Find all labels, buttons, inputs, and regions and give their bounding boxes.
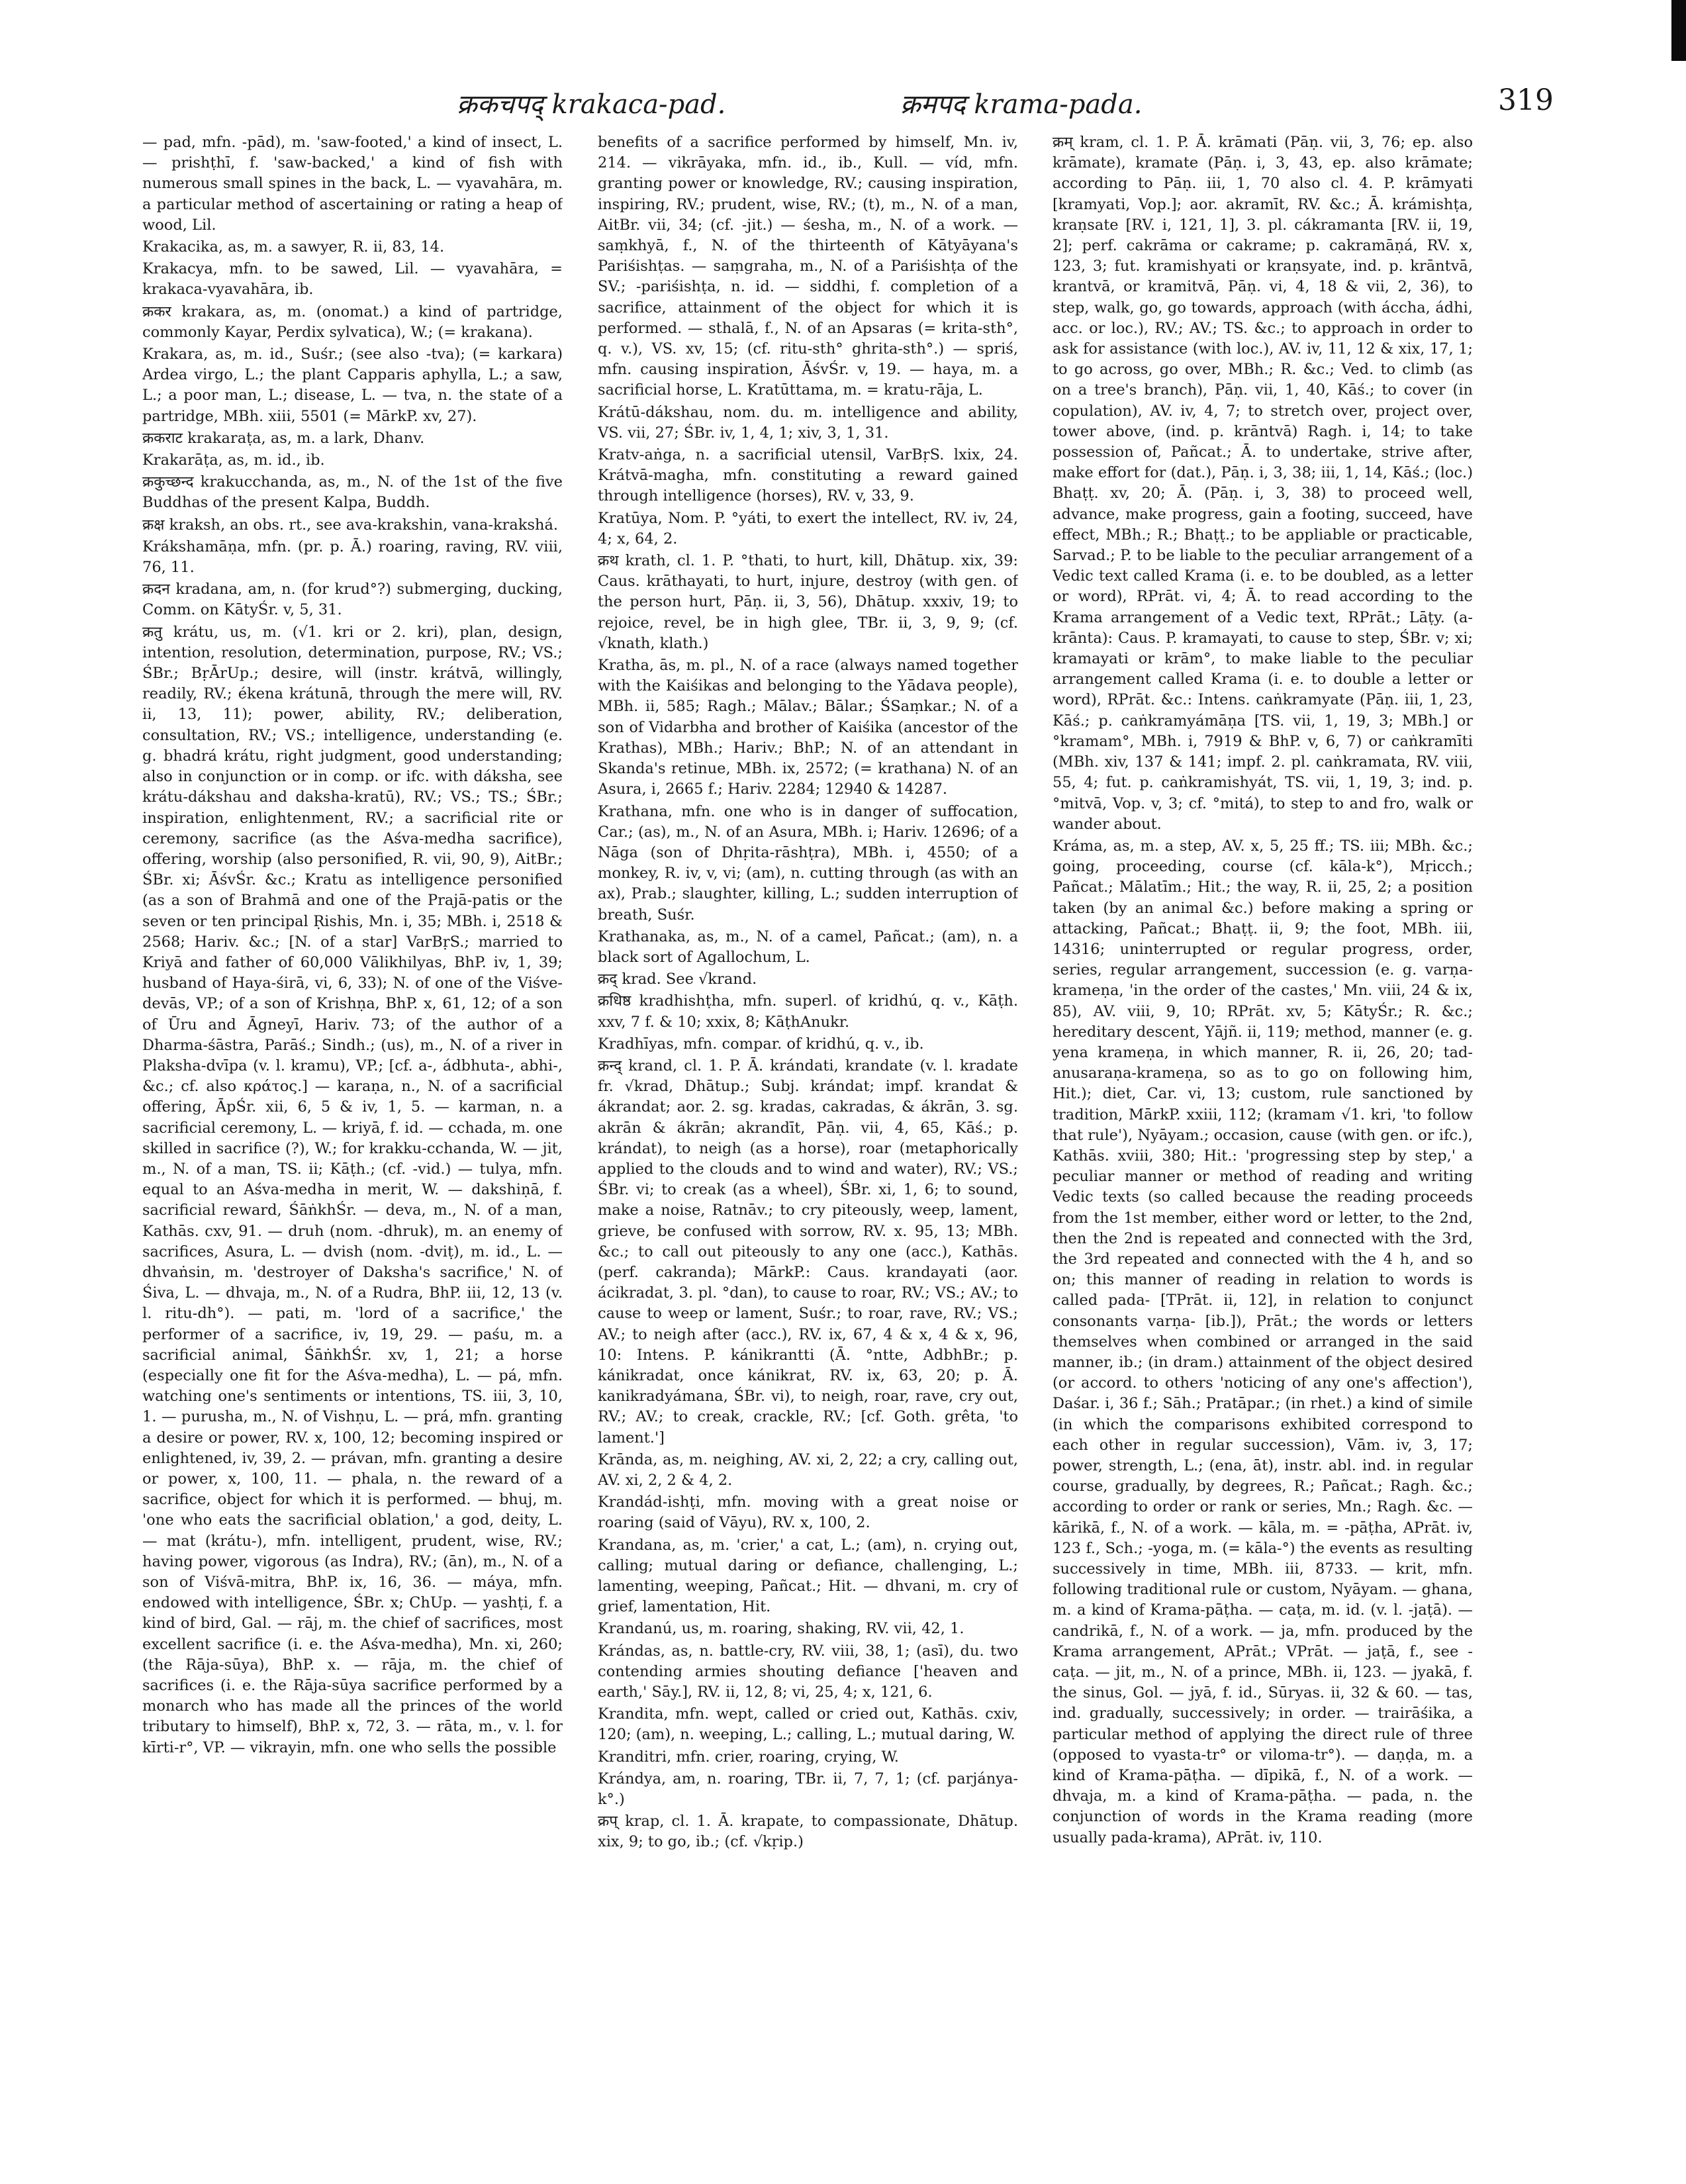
dictionary-entry: Krakarāṭa, as, m. id., ib. [142,451,325,469]
right-running-headword: क्रमपद krama-pada. [900,89,1143,120]
dictionary-entry: Krátū-dákshau, nom. du. m. intelligence and ability, VS. vii, 27; ŚBr. iv, 1, 4, 1; xiv, 3, 1, 31. [598,403,1018,442]
dictionary-entry: Kratv-aṅga, n. a sacrificial utensil, VarBṛS. lxix, 24. Krátvā-magha, mfn. constituting a reward gained through intelligence (horses), RV. v, 33, 9. [598,446,1018,505]
dictionary-entry: Kradhīyas, mfn. compar. of kridhú, q. v., ib. [598,1035,924,1053]
dictionary-entry: Krandita, mfn. wept, called or cried out, Kathās. cxiv, 120; (am), n. weeping, L.; calling, L.; mutual daring, W. [598,1705,1018,1744]
dictionary-entry: क्रकर krakara, as, m. (onomat.) a kind of partridge, commonly Kayar, Perdix sylvatica), W.; (= krakana). [142,303,563,341]
dictionary-entry: Krandanú, us, m. roaring, shaking, RV. vii, 42, 1. [598,1620,964,1638]
dictionary-entry: Krathanaka, as, m., N. of a camel, Pañcat.; (am), n. a black sort of Agallochum, L. [598,927,1018,966]
dictionary-entry: Krakacya, mfn. to be sawed, Lil. — vyavahāra, = krakaca-vyavahāra, ib. [142,260,563,299]
dictionary-entry: क्रप् krap, cl. 1. Ā. krapate, to compassionate, Dhātup. xix, 9; to go, ib.; (cf. √kṛip.) [598,1813,1018,1851]
dictionary-entry: Krandana, as, m. 'crier,' a cat, L.; (am), n. crying out, calling; mutual daring or defiance, challenging, L.; lamenting, weeping, Pañcat.; Hit. — dhvani, m. cry of grief, lamentation, Hit. [598,1536,1018,1616]
dictionary-columns [142,132,1473,2132]
column-3 [1053,132,1473,2125]
dictionary-entry: Krandád-ishṭi, mfn. moving with a great noise or roaring (said of Vāyu), RV. x, 100, 2. [598,1494,1018,1532]
dictionary-entry: Krakara, as, m. id., Suśr.; (see also -tva); (= karkara) Ardea virgo, L.; the plant Capparis aphylla, L.; a saw, L.; a poor man, L.; disease, L. — tva, n. the state of a partridge, MBh. xiii, 5501 (= MārkP. xv, 27). [142,346,563,425]
dictionary-entry: Kráma, as, m. a step, AV. x, 5, 25 ff.; TS. iii; MBh. &c.; going, proceeding, course (cf. kāla-k°), Mṛicch.; Pañcat.; Mālatīm.; Hit.; the way, R. ii, 25, 2; a position taken (by an animal &c.) before making a spring or attacking, Pañcat.; Bhaṭṭ. ii, 9; the foot, MBh. iii, 14316; uninterrupted or regular progress, order, series, regular arrangement, succession (e. g. varṇa-krameṇa, 'in the order of the castes,' Mn. viii, 24 & ix, 85), AV. viii, 9, 10; RPrāt. xv, 5; KātyŚr.; R. &c.; hereditary descent, Yājñ. ii, 119; method, manner (e. g. yena krameṇa, in which manner, R. ii, 26, 20; tad-anusaraṇa-krameṇa, so as to go on following him, Hit.); diet, Car. vi, 13; custom, rule sanctioned by tradition, MārkP. xxiii, 112; (kramam √1. kri, 'to follow that rule'), Nyāyam.; occasion, cause (with gen. or ifc.), Kathās. xviii, 380; Hit.: 'progressing step by step,' a peculiar manner or method of reading and writing Vedic texts (so called because the reading proceeds from the 1st member, either word or letter, to the 2nd, then the 2nd is repeated and connected with the 3rd, the 3rd repeated and connected with the 4 h, and so on; this manner of reading in relation to words is called pada- [TPrāt. ii, 12], in relation to conjunct consonants varṇa- [ib.]), Prāt.; the words or letters themselves when combined or arranged in the said manner, ib.; (in dram.) attainment of the object desired (or accord. to others 'noticing of any one's affection'), Daśar. i, 36 f.; Sāh.; Pratāpar.; (in rhet.) a kind of simile (in which the comparisons exhibited correspond to each other in regular succession), Vām. iv, 3, 17; power, strength, L.; (ena, āt), instr. abl. ind. in regular course, gradually, by degrees, R.; Pañcat.; Ragh. &c.; according to order or rank or series, Mn.; Ragh. &c. — kārikā, f., N. of a work. — kāla, m. = -pāṭha, APrāt. iv, 123 f., Sch.; -yoga, m. (= kāla-°) the events as resulting successively in time, MBh. iii, 8733. — krit, mfn. following traditional rule or custom, Nyāyam. — ghana, m. a kind of Krama-pāṭha. — caṭa, m. id. (v. l. -jaṭā). — candrikā, f., N. of a work. — ja, mfn. produced by the Krama arrangement, APrāt.; VPrāt. — jaṭā, f., see -caṭa. — jit, m., N. of a prince, MBh. ii, 123. — jyakā, f. the sinus, Gol. — jyā, f. id., Sūryas. ii, 32 & 60. — tas, ind. gradually, successively; in order. — trairāśika, a particular method of applying the direct rule of three (opposed to vyasta-tr° or viloma-tr°). — daṇḍa, m. a kind of Krama-pāṭha. — dīpikā, f., N. of a work. — dhvaja, m. a kind of Krama-pāṭha. — pada, n. the conjunction of words in the Krama reading (more usually pada-krama), APrāt. iv, 110. [1053,837,1473,1846]
dictionary-entry: क्रधिष्ठ kradhishṭha, mfn. superl. of kridhú, q. v., Kāṭh. xxv, 7 f. & 10; xxix, 8; KāṭhAnukr. [598,992,1018,1031]
dictionary-entry: benefits of a sacrifice performed by himself, Mn. iv, 214. — vikrāyaka, mfn. id., ib., Kull. — víd, mfn. granting power or knowledge, RV.; causing inspiration, inspiring, RV.; prudent, wise, RV.; (t), m., N. of a man, AitBr. vii, 34; (cf. -jit.) — śesha, m., N. of a work. — saṃkhyā, f., N. of the thirteenth of Kātyāyana's Pariśishṭas. — saṃgraha, m., N. of a Pariśishṭa of the SV.; -pariśishṭa, n. id. — siddhi, f. completion of a sacrifice, attainment of the object for which it is performed. — sthalā, f., N. of an Apsaras (= krita-sth°, q. v.), VS. xv, 15; (cf. ritu-sth° ghrita-sth°.) — spriś, mfn. causing inspiration, ĀśvŚr. v, 19. — haya, m. a sacrificial horse, L. Kratūttama, m. = kratu-rāja, L. [598,134,1018,399]
dictionary-entry: क्रन्द् krand, cl. 1. P. Ā. krándati, krandate (v. l. kradate fr. √krad, Dhātup.; Subj. krándat; impf. krandat & ákrandat; aor. 2. sg. kradas, cakradas, & ákrān, 3. sg. akrān & ákrān; akrandīt, Pāṇ. vii, 4, 65, Kāś.; p. krándat), to neigh (as a horse), roar (metaphorically applied to the clouds and to wind and water), RV.; VS.; ŚBr. vi; to creak (as a wheel), ŚBr. xi, 1, 6; to sound, make a noise, Ratnāv.; to cry piteously, weep, lament, grieve, be confused with sorrow, RV. x. 95, 13; MBh. &c.; to call out piteously to any one (acc.), Kathās. (perf. cakranda); MārkP.: Caus. krandayati (aor. ácikradat, 3. pl. °dan), to cause to roar, RV.; VS.; AV.; to cause to weep or lament, Suśr.; to roar, rave, RV.; VS.; AV.; to neigh after (acc.), RV. ix, 67, 4 & x, 4 & x, 96, 10: Intens. P. kánikrantti (Ā. °ntte, AdbhBr.; p. kánikradat, once kánikrat, RV. ix, 63, 20; p. Ā. kanikradyámana, ŚBr. vi), to neigh, roar, rave, cry out, RV.; AV.; to creak, crackle, RV.; [cf. Goth. grêta, 'to lament.'] [598,1057,1018,1447]
dictionary-entry: — pad, mfn. -pād), m. 'saw-footed,' a kind of insect, L. — prishṭhī, f. 'saw-backed,' a kind of fish with numerous small spines in the back, L. — vyavahāra, m. a particular method of ascertaining or rating a heap of wood, Lil. [142,134,563,234]
dictionary-entry: Krákshamāṇa, mfn. (pr. p. Ā.) roaring, raving, RV. viii, 76, 11. [142,538,563,577]
dictionary-entry: क्रतु krátu, us, m. (√1. kri or 2. kri), plan, design, intention, resolution, determination, purpose, RV.; VS.; ŚBr.; BṛĀrUp.; desire, will (instr. krátvā, willingly, readily, RV.; ékena krátunā, through the mere will, RV. ii, 13, 11); power, ability, RV.; deliberation, consultation, RV.; VS.; intelligence, understanding (e. g. bhadrá krátu, right judgment, good understanding; also in conjunction or in comp. or ifc. with dáksha, see krátu-dákshau and daksha-kratū), RV.; VS.; TS.; ŚBr.; inspiration, enlightenment, RV.; a sacrificial rite or ceremony, sacrifice (as the Aśva-medha sacrifice), offering, worship (also personified, R. vii, 90, 9), AitBr.; ŚBr. xi; ĀśvŚr. &c.; Kratu as intelligence personified (as a son of Brahmā and one of the Prajā-patis or the seven or ten principal Ṛishis, Mn. i, 35; MBh. i, 2518 & 2568; Hariv. &c.; [N. of a star] VarBṛS.; married to Kriyā and father of 60,000 Vālikhilyas, BhP. iv, 1, 39; husband of Haya-śirā, vi, 6, 33); N. of one of the Viśve-devās, VP.; of a son of Krishṇa, BhP. x, 61, 12; of a son of Ūru and Āgneyī, Hariv. 73; of the author of a Dharma-śāstra, Parāś.; Sindh.; (us), m., N. of a river in Plaksha-dvīpa (v. l. kramu), VP.; [cf. a-, ádbhuta-, abhi-, &c.; cf. also κράτος.] — karaṇa, n., N. of a sacrificial offering, ĀpŚr. xii, 6, 5 & iv, 1, 5. — karman, n. a sacrificial ceremony, L. — kriyā, f. id. — cchada, m. one skilled in sacrifice (?), W.; for krakku-cchanda, W. — jit, m., N. of a man, TS. ii; Kāṭh.; (cf. -vid.) — tulya, mfn. equal to an Aśva-medha in merit, W. — dakshiṇā, f. sacrificial reward, ŚāṅkhŚr. — deva, m., N. of a man, Kathās. cxv, 91. — druh (nom. -dhruk), m. an enemy of sacrifices, Asura, L. — dvish (nom. -dviṭ), m. id., L. — dhvaṅsin, m. 'destroyer of Daksha's sacrifice,' N. of Śiva, L. — dhvaja, m., N. of a Rudra, BhP. iii, 12, 13 (v. l. ritu-dh°). — pati, m. 'lord of a sacrifice,' the performer of a sacrifice, iv, 19, 29. — paśu, m. a sacrificial animal, ŚāṅkhŚr. xv, 1, 21; a horse (especially one fit for the Aśva-medha), L. — pá, mfn. watching one's sentiments or intentions, TS. iii, 3, 10, 1. — purusha, m., N. of Vishṇu, L. — prá, mfn. granting a desire or power, RV. x, 100, 12; becoming inspired or enlightened, iv, 39, 2. — právan, mfn. granting a desire or power, x, 100, 11. — phala, n. the reward of a sacrifice, object for which it is performed. — bhuj, m. 'one who eats the sacrificial oblation,' a god, deity, L. — mat (krátu-), mfn. intelligent, prudent, wise, RV.; having power, vigorous (as Indra), RV.; (ān), m., N. of a son of Viśvā-mitra, BhP. ix, 16, 36. — máya, mfn. endowed with intelligence, ŚBr. x; ChUp. — yashṭi, f. a kind of bird, Gal. — rāj, m. the chief of sacrifices, most excellent sacrifice (i. e. the Aśva-medha), Mn. xi, 260; (the Rāja-sūya), BhP. x. — rāja, m. the chief of sacrifices (i. e. the Rāja-sūya sacrifice performed by a monarch who has made all the princes of the world tributary to himself), BhP. x, 72, 3. — rāta, m., v. l. for kīrti-r°, VP. — vikrayin, mfn. one who sells the possible [142,623,563,1756]
dictionary-entry: Krānda, as, m. neighing, AV. xi, 2, 22; a cry, calling out, AV. xi, 2, 2 & 4, 2. [598,1450,1018,1489]
column-1 [142,132,563,2125]
dictionary-entry: Kranditri, mfn. crier, roaring, crying, W. [598,1748,899,1766]
dictionary-entry: Krakacika, as, m. a sawyer, R. ii, 83, 14. [142,238,445,256]
dictionary-entry: क्रद् krad. See √krand. [598,971,757,988]
dictionary-entry: Krándas, as, n. battle-cry, RV. viii, 38, 1; (asī), du. two contending armies shouting defiance ['heaven and earth,' Sāy.], RV. ii, 12, 8; vi, 25, 4; x, 121, 6. [598,1642,1018,1701]
left-running-headword: क्रकचपद् krakaca-pad. [457,89,726,120]
dictionary-entry: Krathana, mfn. one who is in danger of suffocation, Car.; (as), m., N. of an Asura, MBh. i; Hariv. 12696; of a Nāga (son of Dhṛita-rāshṭra), MBh. i, 4550; of a monkey, R. iv, v, vi; (am), n. cutting through (as with an ax), Prab.; slaughter, killing, L.; sudden interruption of breath, Suśr. [598,802,1018,924]
dictionary-entry: क्रक्ष kraksh, an obs. rt., see ava-krakshin, vana-krakshá. [142,516,559,534]
scan-edge-mark [1671,0,1686,61]
dictionary-entry: क्रथ krath, cl. 1. P. °thati, to hurt, kill, Dhātup. xix, 39: Caus. krāthayati, to hurt, injure, destroy (with gen. of the person hurt, Pāṇ. ii, 3, 56), Dhātup. xxxiv, 19; to rejoice, revel, be in high glee, TBr. ii, 3, 9, 9; (cf. √knath, klath.) [598,552,1018,652]
dictionary-entry: क्रकुच्छन्द krakucchanda, as, m., N. of the 1st of the five Buddhas of the present Kalpa, Buddh. [142,473,563,512]
page-number: 319 [1498,83,1554,117]
column-2 [598,132,1018,2125]
dictionary-entry: क्रम् kram, cl. 1. P. Ā. krāmati (Pāṇ. vii, 3, 76; ep. also krāmate), kramate (Pāṇ. i, 3, 43, ep. also krāmate; according to Pāṇ. iii, 1, 70 also cl. 4. P. krāmyati [kramyati, Vop.]; aor. akramīt, RV. &c.; Ā. krámishṭa, kraṇsate [RV. i, 121, 1], 3. pl. cákramanta [RV. ii, 19, 2]; perf. cakrāma or cakrame; p. cakramāṇá, RV. x, 123, 3; fut. kramishyati or kraṇsyate, ind. p. krāntvā, krantvā, or kramitvā, Pāṇ. vi, 4, 18 & vii, 2, 36), to step, walk, go, go towards, approach (with áccha, ádhi, acc. or loc.), RV.; AV.; TS. &c.; to approach in order to ask for assistance (with loc.), AV. iv, 11, 12 & xix, 17, 1; to go across, go over, MBh.; R. &c.; Ved. to climb (as on a tree's branch), Pāṇ. vii, 1, 40, Kāś.; to cover (in copulation), AV. iv, 4, 7; to stretch over, project over, tower above, (ind. p. krāntvā) Ragh. i, 14; to take possession of, Pañcat.; Ā. to undertake, strive after, make effort for (dat.), Pāṇ. i, 3, 38; iii, 1, 14, Kāś.; (loc.) Bhaṭṭ. xv, 20; Ā. (Pāṇ. i, 3, 38) to proceed well, advance, make progress, gain a footing, succeed, have effect, MBh.; R.; Bhaṭṭ.; to be appliable or practicable, Sarvad.; P. to be liable to the peculiar arrangement of a Vedic text called Krama (i. e. to be doubled, as a letter or word), RPrāt. vi, 4; Ā. to read according to the Krama arrangement of a Vedic text, RPrāt.; Lāṭy. (a-krānta): Caus. P. kramayati, to cause to step, ŚBr. v; xi; kramayati or krām°, to make liable to the peculiar arrangement called Krama (i. e. to double a letter or word), RPrāt. &c.: Intens. caṅkramyate (Pāṇ. iii, 1, 23, Kāś.; p. caṅkramyámāṇa [TS. vii, 1, 19, 3; MBh.] or °kramam°, MBh. i, 7919 & BhP. v, 6, 7) or caṅkramīti (MBh. xiv, 137 & 141; impf. 2. pl. caṅkramata, RV. viii, 55, 4; fut. p. caṅkramishyát, TS. vii, 1, 19, 3; ind. p. °mitvā, Vop. v, 3; cf. °mitá), to step to and fro, walk or wander about. [1053,134,1473,833]
dictionary-entry: Kratha, ās, m. pl., N. of a race (always named together with the Kaiśikas and belonging to the Yādava people), MBh. ii, 585; Ragh.; Mālav.; Bālar.; ŚSaṃkar.; N. of a son of Vidarbha and brother of Kaiśika (ancestor of the Krathas), MBh.; Hariv.; BhP.; N. of an attendant in Skanda's retinue, MBh. ix, 2572; (= krathana) N. of an Asura, i, 2665 f.; Hariv. 2284; 12940 & 14287. [598,657,1018,798]
page-header [457,83,1554,124]
dictionary-entry: Kratūya, Nom. P. °yáti, to exert the intellect, RV. iv, 24, 4; x, 64, 2. [598,509,1018,547]
dictionary-entry: क्रकराट krakaraṭa, as, m. a lark, Dhanv. [142,429,425,447]
dictionary-entry: क्रदन kradana, am, n. (for krud°?) submerging, ducking, Comm. on KātyŚr. v, 5, 31. [142,581,563,619]
dictionary-entry: Krándya, am, n. roaring, TBr. ii, 7, 7, 1; (cf. parjánya-k°.) [598,1770,1018,1809]
